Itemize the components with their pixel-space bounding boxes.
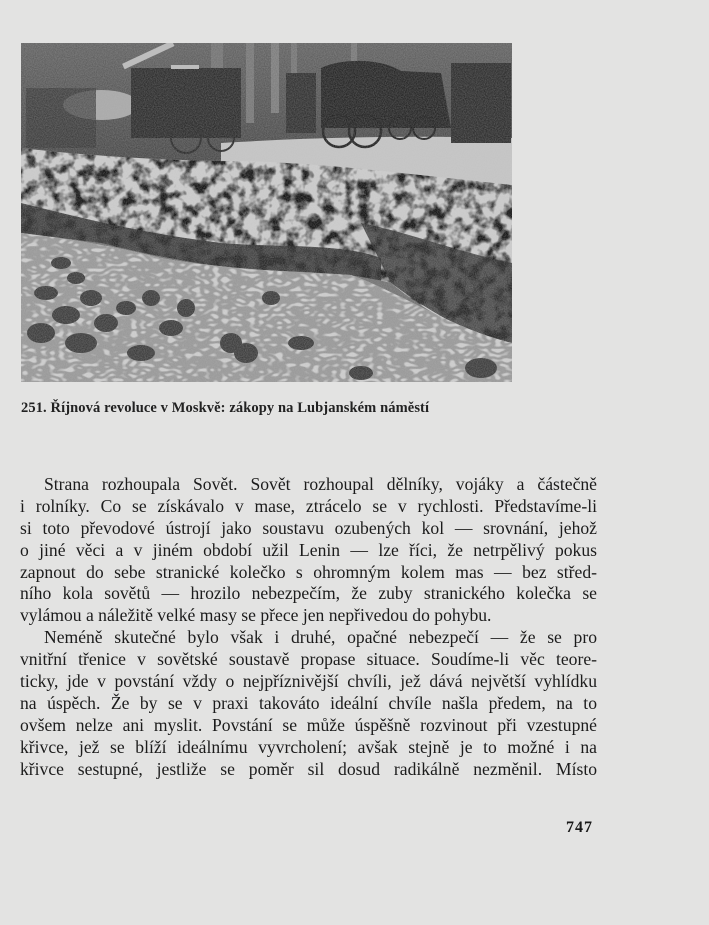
trench-photograph bbox=[21, 43, 512, 382]
text-line: ovšem nelze ani myslit. Povstání se může úspěšně rozvinout při vzestupné bbox=[20, 714, 597, 735]
text-line: Neméně skutečné bylo však i druhé, opačné nebezpečí — že se pro bbox=[44, 627, 597, 648]
text-line: Strana rozhoupala Sovět. Sovět rozhoupal dělníky, vojáky a částečně bbox=[44, 474, 597, 494]
text-line: i rolníky. Co se získávalo v mase, ztrácelo se v rychlosti. Představíme-li bbox=[20, 495, 597, 516]
text-line: ticky, jde v povstání vždy o nejpříznivější chvíli, jež dává největší vyhlídku bbox=[20, 671, 597, 692]
text-line: zapnout do sebe stranické kolečko s ohromným kolem mas — bez střed- bbox=[20, 561, 597, 582]
text-line: ního kola sovětů — hrozilo nebezpečím, že zuby stranického kolečka se bbox=[20, 583, 597, 604]
text-line: křivce, jež se blíží ideálnímu vyvrcholení; avšak stejně je to možné i na bbox=[20, 736, 597, 757]
text-line: křivce sestupné, jestliže se poměr sil dosud radikálně nezměnil. Místo bbox=[20, 758, 597, 779]
paragraph-1 bbox=[20, 474, 597, 627]
photo-image bbox=[21, 43, 512, 382]
text-line: o jiné věci a v jiném období užil Lenin — lze říci, že netrpělivý pokus bbox=[20, 539, 597, 560]
text-line: si toto převodové ústrojí jako soustavu ozubených kol — srovnání, jehož bbox=[20, 517, 597, 538]
text-line: na úspěch. Že by se v praxi takováto ideální chvíle našla předem, na to bbox=[20, 692, 597, 713]
text-line: vylámou a náležitě velké masy se přece jen nepřivedou do pohybu. bbox=[20, 605, 492, 626]
page-number: 747 bbox=[566, 819, 593, 836]
paragraph-2 bbox=[20, 627, 597, 780]
text-line: vnitřní třenice v sovětské soustavě propase situace. Soudíme-li věc teore- bbox=[20, 649, 597, 670]
figure-caption: 251. Říjnová revoluce v Moskvě: zákopy na Lubjanském náměstí bbox=[21, 400, 430, 416]
body-text bbox=[20, 474, 597, 780]
